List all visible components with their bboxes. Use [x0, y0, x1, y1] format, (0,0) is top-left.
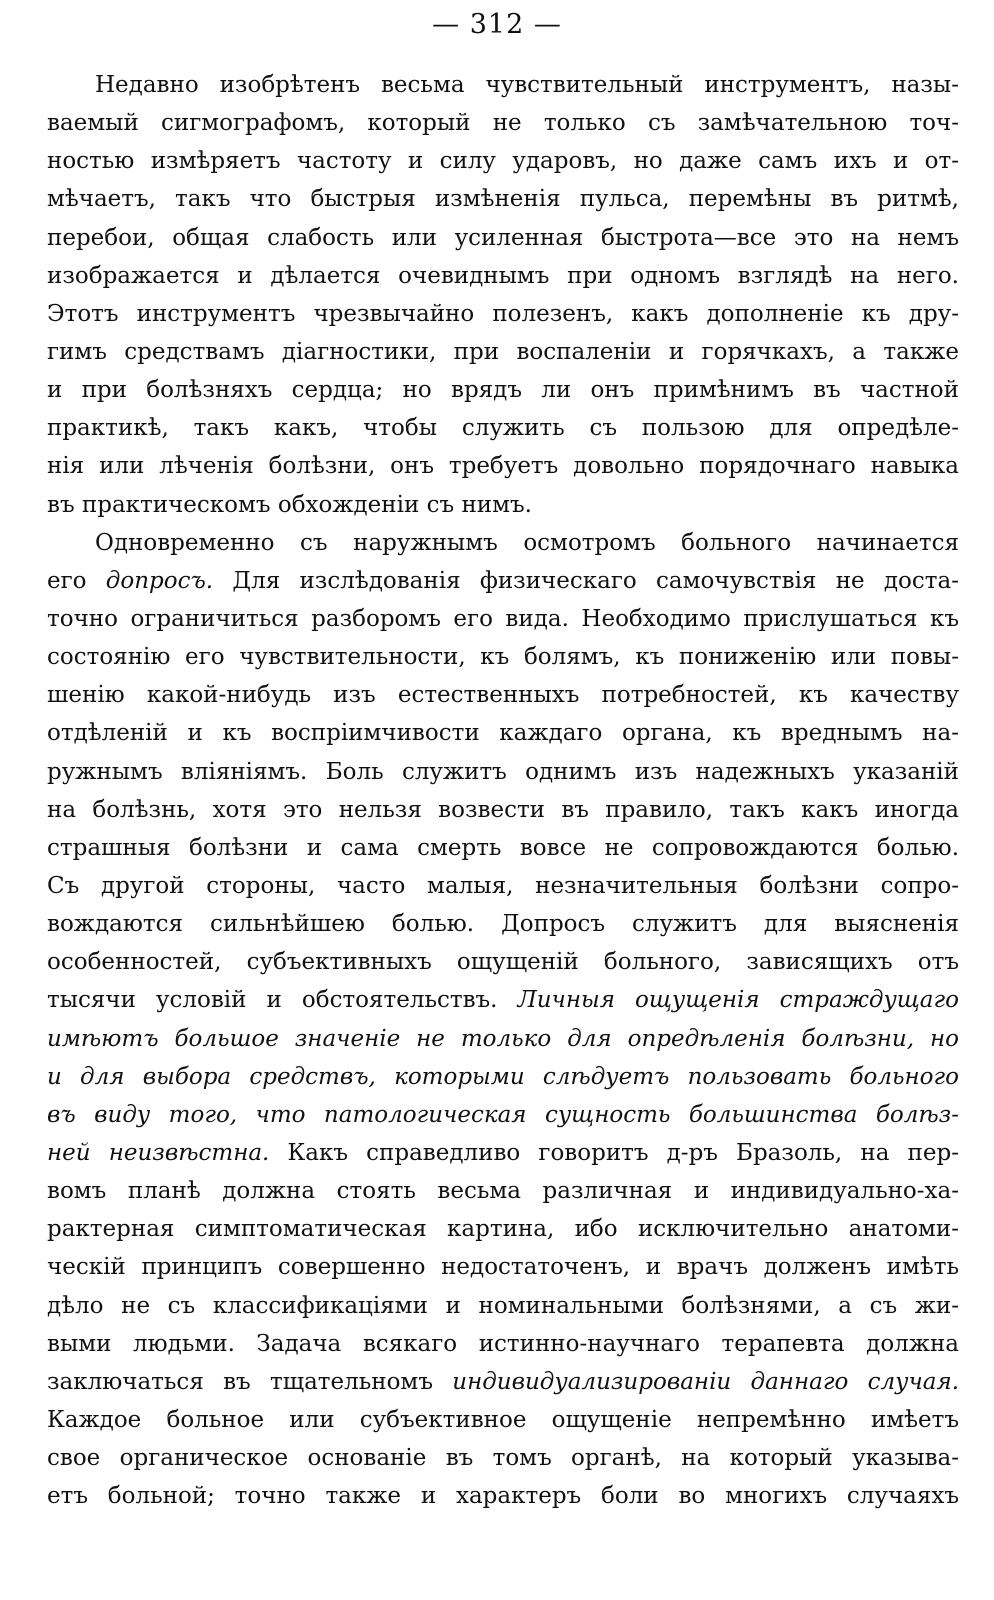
text-run: перебои, общая слабость или усиленная быстрота—все это на немъ	[47, 224, 959, 251]
text-line	[47, 1325, 959, 1363]
text-run: вождаются сильнѣйшею болью. Допросъ служитъ для выясненія	[47, 911, 959, 938]
text-run: Съ другой стороны, часто малыя, незначительныя болѣзни сопро-	[47, 872, 959, 899]
text-line	[47, 1439, 959, 1477]
text-line	[47, 486, 959, 524]
text-run: точно ограничиться разборомъ его вида. Необходимо прислушаться къ	[47, 605, 959, 632]
italic-text: индивидуализированіи даннаго случая.	[452, 1368, 959, 1395]
text-line	[47, 257, 959, 295]
italic-text: ней неизвѣстна.	[47, 1139, 270, 1166]
text-line	[47, 104, 959, 142]
text-run: етъ больной; точно также и характеръ боли во многихъ случаяхъ	[47, 1483, 959, 1510]
text-run: ружнымъ вліяніямъ. Боль служитъ однимъ изъ надежныхъ указаній	[47, 758, 959, 785]
text-run: Недавно изобрѣтенъ весьма чувствительный инструментъ, назы-	[95, 72, 959, 98]
text-run: состоянію его чувствительности, къ болямъ, къ пониженію или повы-	[47, 644, 959, 671]
italic-text: и для выбора средствъ, которыми слѣдуетъ пользовать больного	[47, 1063, 959, 1090]
text-line	[47, 1363, 959, 1401]
text-run: заключаться въ тщательномъ	[47, 1368, 453, 1395]
text-run: Каждое больное или субъективное ощущеніе непремѣнно имѣетъ	[47, 1406, 959, 1433]
text-run: выми людьми. Задача всякаго истинно-научнаго терапевта должна	[47, 1330, 959, 1357]
text-run: его	[47, 567, 106, 594]
text-run: рактерная симптоматическая картина, ибо исключительно анатоми-	[47, 1216, 959, 1243]
text-line	[47, 867, 959, 905]
text-line	[47, 1477, 959, 1515]
text-line	[47, 714, 959, 752]
text-line	[47, 676, 959, 714]
text-run: нія или лѣченія болѣзни, онъ требуетъ довольно порядочнаго навыка	[47, 453, 959, 480]
text-run: Этотъ инструментъ чрезвычайно полезенъ, какъ дополненіе къ дру-	[47, 300, 959, 327]
italic-text: Личныя ощущенія страждущаго	[517, 987, 959, 1014]
text-run: особенностей, субъективныхъ ощущеній больного, зависящихъ отъ	[47, 949, 959, 976]
text-run: изображается и дѣлается очевиднымъ при одномъ взглядѣ на него.	[47, 262, 959, 289]
text-run: шенію какой-нибудь изъ естественныхъ потребностей, къ качеству	[47, 682, 959, 709]
text-run: въ практическомъ обхожденіи съ нимъ.	[47, 491, 532, 518]
text-line	[47, 180, 959, 218]
text-run: Для изслѣдованія физическаго самочувствія не доста-	[213, 567, 959, 594]
text-line	[47, 66, 959, 104]
text-run: Какъ справедливо говоритъ д-ръ Бразоль, на пер-	[269, 1139, 959, 1166]
text-run: дѣло не съ классификаціями и номинальными болѣзнями, а съ жи-	[47, 1292, 959, 1319]
text-run: свое органическое основаніе въ томъ органѣ, на который указыва-	[47, 1445, 959, 1472]
text-line	[47, 638, 959, 676]
text-run: ностью измѣряетъ частоту и силу ударовъ, но даже самъ ихъ и от-	[47, 148, 959, 175]
text-run: страшныя болѣзни и сама смерть вовсе не сопровождаются болью.	[47, 834, 959, 861]
text-run: гимъ средствамъ діагностики, при воспаленіи и горячкахъ, а также	[47, 338, 959, 365]
text-line	[47, 333, 959, 371]
page-number: — 312 —	[432, 9, 562, 40]
text-line	[47, 1096, 959, 1134]
text-run: и при болѣзняхъ сердца; но врядъ ли онъ примѣнимъ въ частной	[47, 377, 959, 404]
text-line	[47, 447, 959, 485]
text-run: тысячи условій и обстоятельствъ.	[47, 987, 518, 1014]
text-line	[47, 562, 959, 600]
text-line	[47, 524, 959, 562]
text-line	[47, 905, 959, 943]
text-run: ческій принципъ совершенно недостаточенъ, и врачъ долженъ имѣть	[47, 1254, 959, 1281]
text-line	[47, 371, 959, 409]
text-line	[47, 219, 959, 257]
text-line	[47, 1134, 959, 1172]
text-line	[47, 600, 959, 638]
text-line	[47, 1248, 959, 1286]
text-line	[47, 1401, 959, 1439]
text-run: вомъ планѣ должна стоять весьма различная и индивидуально-ха-	[47, 1178, 959, 1205]
text-line	[47, 1287, 959, 1325]
text-run: ваемый сигмографомъ, который не только съ замѣчательною точ-	[47, 110, 959, 137]
text-line	[47, 791, 959, 829]
body-text	[47, 66, 959, 1515]
text-run: Одновременно съ наружнымъ осмотромъ больного начинается	[95, 529, 959, 556]
text-line	[47, 1210, 959, 1248]
text-line	[47, 943, 959, 981]
text-line	[47, 829, 959, 867]
text-run: практикѣ, такъ какъ, чтобы служить съ пользою для опредѣле-	[47, 415, 959, 442]
italic-text: имѣютъ большое значеніе не только для опредѣленія болѣзни, но	[47, 1025, 959, 1052]
text-line	[47, 753, 959, 791]
text-line	[47, 1020, 959, 1058]
text-run: отдѣленій и къ воспріимчивости каждаго органа, къ вреднымъ на-	[47, 720, 959, 747]
text-line	[47, 981, 959, 1019]
text-run: мѣчаетъ, такъ что быстрыя измѣненія пульса, перемѣны въ ритмѣ,	[47, 186, 959, 213]
italic-text: въ виду того, что патологическая сущность большинства болѣз-	[47, 1101, 959, 1128]
text-line	[47, 1172, 959, 1210]
text-line	[47, 142, 959, 180]
text-line	[47, 295, 959, 333]
italic-text: допросъ.	[105, 567, 214, 594]
text-line	[47, 409, 959, 447]
text-run: на болѣзнь, хотя это нельзя возвести въ правило, такъ какъ иногда	[47, 796, 959, 823]
text-line	[47, 1058, 959, 1096]
